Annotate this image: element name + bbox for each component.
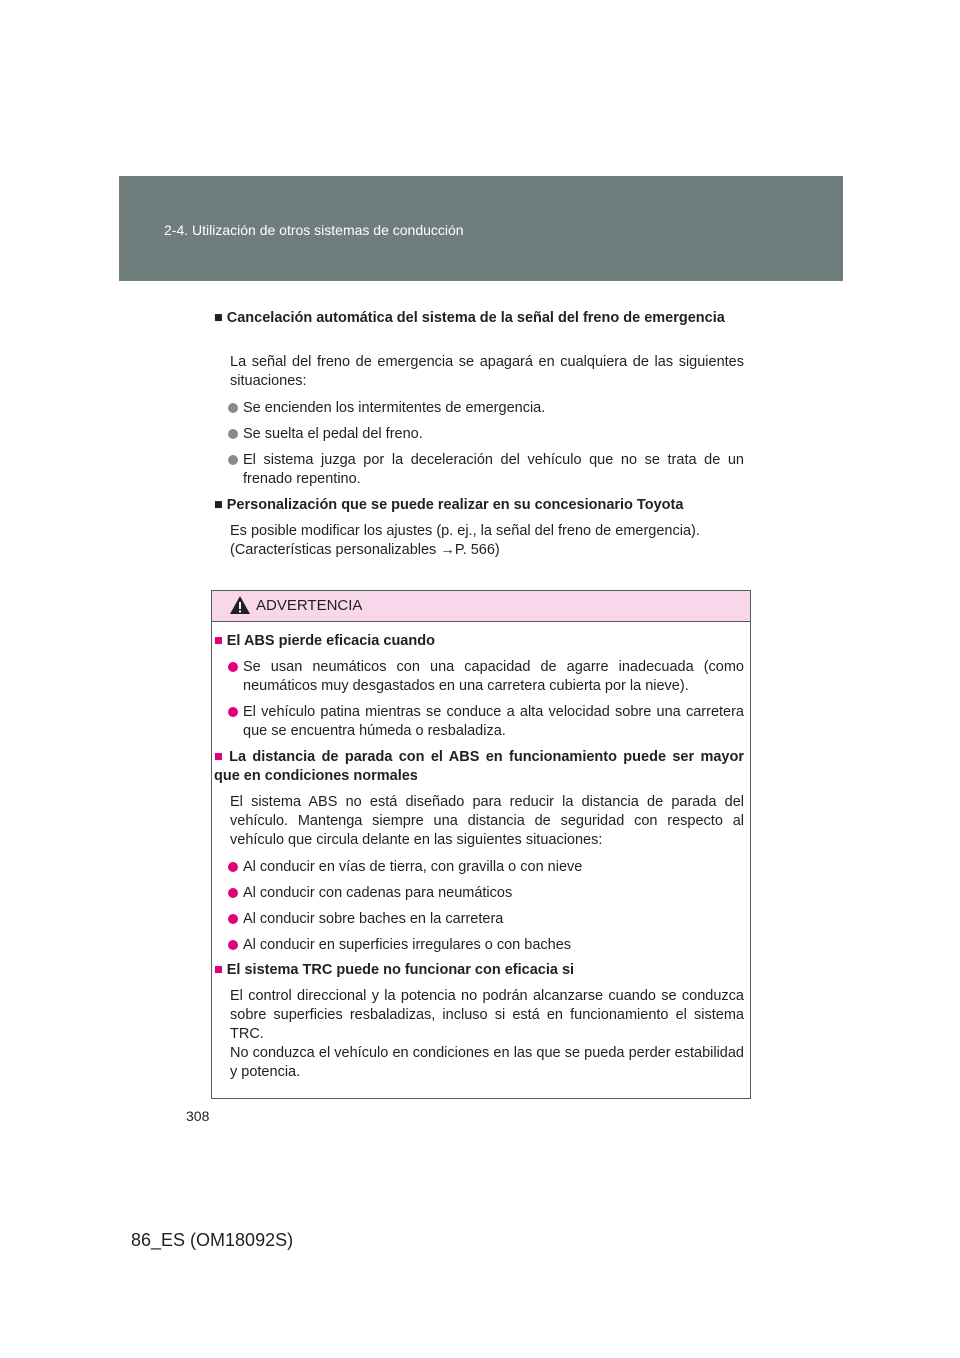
warning-title-bar bbox=[212, 591, 750, 622]
square-bullet-icon: ■ bbox=[214, 497, 223, 513]
list-item-text: Al conducir en superficies irregulares o con baches bbox=[243, 937, 572, 953]
section-body bbox=[230, 522, 744, 560]
bullet-dot-icon bbox=[228, 888, 238, 898]
warning-intro: El sistema ABS no está diseñado para reducir la distancia de parada del vehículo. Mantenga siempre una distancia de seguridad con respecto al vehículo que circula delante en las siguientes situaciones: bbox=[230, 794, 744, 848]
warning-heading bbox=[214, 748, 744, 786]
warning-triangle-icon bbox=[229, 595, 251, 615]
list-item-text: Se usan neumáticos con una capacidad de agarre inadecuada (como neumáticos muy desgastados en una carretera cubierta por la nieve). bbox=[243, 659, 744, 694]
section-title: 2-4. Utilización de otros sistemas de conducción bbox=[164, 222, 464, 238]
warning-list-item bbox=[228, 858, 744, 877]
warning-heading bbox=[214, 961, 744, 980]
list-item bbox=[228, 399, 744, 418]
list-item-text: Se suelta el pedal del freno. bbox=[243, 426, 423, 442]
list-item-text: El sistema juzga por la deceleración del vehículo que no se trata de un frenado repentino. bbox=[243, 452, 744, 487]
footer-code: 86_ES (OM18092S) bbox=[131, 1230, 294, 1250]
bullet-dot-icon bbox=[228, 455, 238, 465]
section-intro: La señal del freno de emergencia se apagará en cualquiera de las siguientes situaciones: bbox=[230, 354, 744, 389]
warning-list-item bbox=[228, 884, 744, 903]
section-heading-text: Personalización que se puede realizar en su concesionario Toyota bbox=[226, 497, 684, 513]
bullet-dot-icon bbox=[228, 862, 238, 872]
bullet-dot-icon bbox=[228, 403, 238, 413]
warning-title: ADVERTENCIA bbox=[256, 597, 363, 614]
list-item bbox=[228, 451, 744, 489]
section-heading bbox=[214, 309, 744, 328]
section-heading-text: Cancelación automática del sistema de la señal del freno de emergencia bbox=[226, 310, 725, 326]
list-item-text: Se encienden los intermitentes de emergencia. bbox=[243, 400, 546, 416]
square-bullet-icon: ■ bbox=[214, 749, 226, 765]
body-line: Es posible modificar los ajustes (p. ej., la señal del freno de emergencia). bbox=[230, 523, 700, 539]
body-line: El control direccional y la potencia no podrán alcanzarse cuando se conduzca sobre superficies resbaladizas, incluso si está en funcionamiento el sistema TRC. bbox=[230, 988, 744, 1042]
bullet-dot-icon bbox=[228, 429, 238, 439]
warning-list-item bbox=[228, 910, 744, 929]
warning-list-item bbox=[228, 658, 744, 696]
warning-heading-text: El ABS pierde eficacia cuando bbox=[226, 633, 435, 649]
body-line: No conduzca el vehículo en condiciones en las que se pueda perder estabilidad y potencia. bbox=[230, 1045, 744, 1080]
header-band bbox=[119, 176, 843, 281]
warning-heading-text: La distancia de parada con el ABS en funcionamiento puede ser mayor que en condiciones normales bbox=[214, 749, 744, 784]
bullet-dot-icon bbox=[228, 914, 238, 924]
warning-heading-text: El sistema TRC puede no funcionar con eficacia si bbox=[226, 962, 575, 978]
list-item-text: Al conducir en vías de tierra, con gravilla o con nieve bbox=[243, 859, 583, 875]
bullet-dot-icon bbox=[228, 940, 238, 950]
square-bullet-icon: ■ bbox=[214, 310, 223, 326]
warning-list-item bbox=[228, 936, 744, 955]
section-heading bbox=[214, 496, 744, 515]
list-item bbox=[228, 425, 744, 444]
square-bullet-icon: ■ bbox=[214, 633, 223, 649]
bullet-dot-icon bbox=[228, 707, 238, 717]
warning-body bbox=[230, 987, 744, 1082]
list-item-text: Al conducir sobre baches en la carretera bbox=[243, 911, 504, 927]
bullet-dot-icon bbox=[228, 662, 238, 672]
page-number: 308 bbox=[186, 1108, 210, 1124]
warning-list-item bbox=[228, 703, 744, 741]
list-item-text: Al conducir con cadenas para neumáticos bbox=[243, 885, 513, 901]
list-item-text: El vehículo patina mientras se conduce a alta velocidad sobre una carretera que se encuentra húmeda o resbaladiza. bbox=[243, 704, 744, 739]
warning-heading bbox=[214, 632, 744, 651]
square-bullet-icon: ■ bbox=[214, 962, 223, 978]
body-line: (Características personalizables →P. 566) bbox=[230, 542, 500, 558]
